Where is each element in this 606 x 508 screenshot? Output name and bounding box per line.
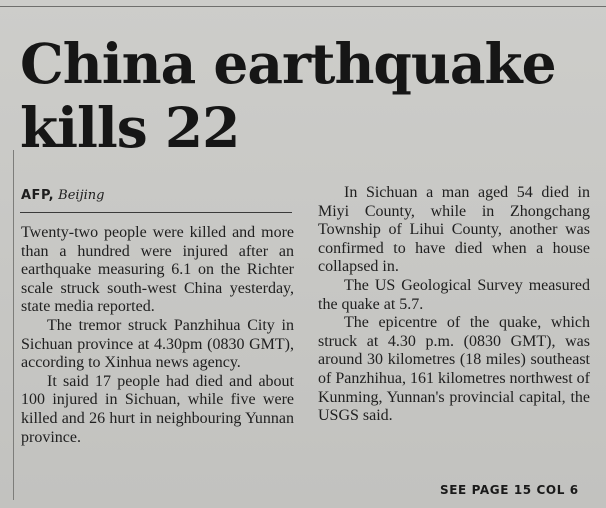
paragraph: Twenty-two people were killed and more than a hundred were injured after an earthquake measuring 6.1 on the Richter scale struck south-west China yesterday, state media reported.	[21, 224, 294, 316]
paragraph: The US Geological Survey measured the quake at 5.7.	[318, 276, 590, 313]
paragraph: In Sichuan a man aged 54 died in Miyi County, while in Zhongchang Township of Lihui County, another was confirmed to have died when a house collapsed in.	[318, 184, 590, 276]
article-column-right	[318, 184, 590, 426]
article-column-left	[21, 224, 294, 447]
byline-rule	[20, 212, 292, 213]
byline-place: Beijing	[58, 188, 105, 203]
continuation-note: SEE PAGE 15 COL 6	[440, 483, 579, 497]
byline-agency: AFP,	[21, 188, 55, 203]
paragraph: The tremor struck Panzhihua City in Sichuan province at 4.30pm (0830 GMT), according to Xinhua news agency.	[21, 316, 294, 372]
top-rule	[0, 6, 606, 7]
byline	[21, 188, 104, 203]
paragraph: It said 17 people had died and about 100 injured in Sichuan, while five were killed and 26 hurt in neighbouring Yunnan province.	[21, 372, 294, 446]
left-margin-rule	[13, 150, 14, 500]
paragraph: The epicentre of the quake, which struck at 4.30 p.m. (0830 GMT), was around 30 kilometres (18 miles) southeast of Panzhihua, 161 kilometres northwest of Kunming, Yunnan's provincial capital, the USGS said.	[318, 314, 590, 425]
headline: China earthquake kills 22	[20, 31, 556, 160]
